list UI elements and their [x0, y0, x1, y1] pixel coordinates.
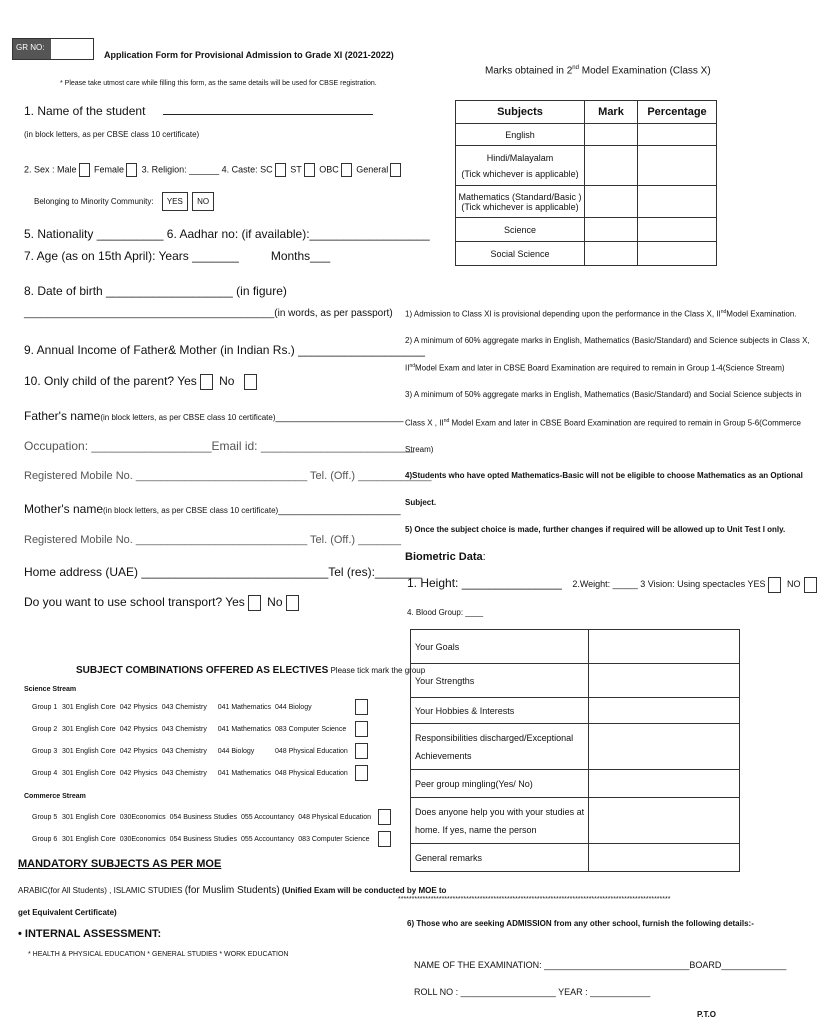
biometric-row-1: 1. Height: _______________ 2.Weight: _____ 3 Vision: Using spectacles YES NO	[407, 576, 820, 593]
rule-3-line1: 3) A minimum of 50% aggregate marks in English, Mathematics (Basic/Standard) and Social Science subjects in	[405, 390, 802, 399]
mother-name-row: Mother's name(in block letters, as per CBSE class 10 certificate)______________________	[24, 502, 401, 516]
group-2-checkbox[interactable]	[355, 721, 368, 737]
remarks-input[interactable]	[589, 844, 740, 872]
female-checkbox[interactable]	[126, 163, 137, 177]
age-row: 7. Age (as on 15th April): Years _______ Months___	[24, 249, 331, 263]
percentage-cell[interactable]	[638, 242, 717, 266]
rule-3-line3: Stream)	[405, 445, 434, 454]
marks-header-percentage: Percentage	[638, 101, 717, 124]
rule-1: 1) Admission to Class XI is provisional depending upon the performance in the Class X, IIndModel Examination.	[405, 309, 797, 319]
mother-mobile-row: Registered Mobile No. ____________________________ Tel. (Off.) _______	[24, 534, 401, 546]
transport-row: Do you want to use school transport? Yes No	[24, 595, 302, 611]
group-row: Group 6 301 English Core 030Economics 054 Business Studies 055 Accountancy 083 Computer Science	[32, 828, 398, 850]
gr-no-box	[12, 38, 94, 60]
group-row: Group 5 301 English Core 030Economics 054 Business Studies 055 Accountancy 048 Physical Education	[32, 806, 398, 828]
obc-checkbox[interactable]	[341, 163, 352, 177]
student-name-input[interactable]	[163, 104, 373, 115]
goals-label: Your Goals	[411, 630, 589, 664]
responsibilities-label: Responsibilities discharged/Exceptional Achievements	[411, 724, 589, 770]
student-name-label: 1. Name of the student	[24, 104, 373, 118]
marks-header-mark: Mark	[585, 101, 638, 124]
form-note: * Please take utmost care while filling this form, as the same details will be used for CBSE registration.	[60, 80, 377, 87]
group-3-checkbox[interactable]	[355, 743, 368, 759]
transport-no-checkbox[interactable]	[286, 595, 299, 611]
student-name-hint: (in block letters, as per CBSE class 10 certificate)	[24, 130, 200, 139]
rule-2-line1: 2) A minimum of 60% aggregate marks in English, Mathematics (Basic/Standard) and Science subjects in Class X,	[405, 336, 810, 345]
rule-3-line2: Class X , IInd Model Exam and later in CBSE Board Examination are required to remain in Group 5-6(Commerce	[405, 418, 801, 428]
group-row: Group 2 301 English Core 042 Physics 043 Chemistry 041 Mathematics 083 Computer Science	[32, 718, 375, 740]
group-4-checkbox[interactable]	[355, 765, 368, 781]
father-name-row: Father's name(in block letters, as per CBSE class 10 certificate)_______________________	[24, 409, 404, 423]
only-child-row: 10. Only child of the parent? Yes No	[24, 374, 260, 390]
commerce-stream-label: Commerce Stream	[24, 793, 86, 800]
electives-title: SUBJECT COMBINATIONS OFFERED AS ELECTIVES Please tick mark the group	[76, 665, 426, 676]
peer-group-label: Peer group mingling(Yes/ No)	[411, 770, 589, 798]
minority-yes[interactable]: YES	[162, 192, 188, 211]
father-mobile-row: Registered Mobile No. ____________________________ Tel. (Off.) ____________	[24, 470, 432, 482]
commerce-groups-table	[32, 806, 398, 850]
responsibilities-input[interactable]	[589, 724, 740, 770]
group-row: Group 1 301 English Core 042 Physics 043 Chemistry 041 Mathematics 044 Biology	[32, 696, 375, 718]
gr-no-label: GR NO:	[13, 39, 51, 59]
mandatory-line1: ARABIC(for All Students) , ISLAMIC STUDIES (for Muslim Students) (Unified Exam will be conducted by MOE to	[18, 885, 447, 896]
science-groups-table	[32, 696, 375, 784]
blood-group-row: 4. Blood Group: ____	[407, 608, 484, 617]
strengths-input[interactable]	[589, 664, 740, 698]
hobbies-label: Your Hobbies & Interests	[411, 698, 589, 724]
mark-cell[interactable]	[585, 218, 638, 242]
marks-row-english: English	[456, 124, 585, 146]
st-checkbox[interactable]	[304, 163, 315, 177]
percentage-cell[interactable]	[638, 146, 717, 186]
study-help-input[interactable]	[589, 798, 740, 844]
marks-table	[455, 100, 717, 266]
internal-items: * HEALTH & PHYSICAL EDUCATION * GENERAL STUDIES * WORK EDUCATION	[28, 951, 289, 958]
group-6-checkbox[interactable]	[378, 831, 391, 847]
pto: P.T.O	[697, 1010, 716, 1019]
nationality-aadhar-row: 5. Nationality __________ 6. Aadhar no: (if available):__________________	[24, 227, 430, 241]
mark-cell[interactable]	[585, 242, 638, 266]
income-row: 9. Annual Income of Father& Mother (in Indian Rs.) ___________________	[24, 343, 425, 357]
father-occupation-row: Occupation: __________________Email id: _______________________	[24, 439, 415, 453]
dob-words-row: _____________________________________________(in words, as per passport)	[24, 308, 393, 319]
biometric-title: Biometric Data:	[405, 551, 486, 563]
general-checkbox[interactable]	[390, 163, 401, 177]
mark-cell[interactable]	[585, 124, 638, 146]
marks-row-hindi: Hindi/Malayalam (Tick whichever is applicable)	[456, 146, 585, 186]
profile-table	[410, 629, 740, 872]
mandatory-line2: get Equivalent Certificate)	[18, 908, 117, 917]
minority-no[interactable]: NO	[192, 192, 214, 211]
marks-title: Marks obtained in 2nd Model Examination (Class X)	[485, 65, 711, 77]
form-title: Application Form for Provisional Admission to Grade XI (2021-2022)	[104, 50, 394, 60]
spectacles-yes-checkbox[interactable]	[768, 577, 781, 593]
rule-4-line2: Subject.	[405, 498, 437, 507]
percentage-cell[interactable]	[638, 124, 717, 146]
group-row: Group 4 301 English Core 042 Physics 043 Chemistry 041 Mathematics 048 Physical Education	[32, 762, 375, 784]
marks-row-science: Science	[456, 218, 585, 242]
remarks-label: General remarks	[411, 844, 589, 872]
mark-cell[interactable]	[585, 186, 638, 218]
group-5-checkbox[interactable]	[378, 809, 391, 825]
transport-yes-checkbox[interactable]	[248, 595, 261, 611]
strengths-label: Your Strengths	[411, 664, 589, 698]
rule-4-line1: 4)Students who have opted Mathematics-Basic will not be eligible to choose Mathematics as an Optional	[405, 471, 803, 480]
group-1-checkbox[interactable]	[355, 699, 368, 715]
science-stream-label: Science Stream	[24, 686, 77, 693]
prev-school-exam: NAME OF THE EXAMINATION: _____________________________BOARD_____________	[414, 960, 787, 970]
percentage-cell[interactable]	[638, 186, 717, 218]
group-row: Group 3 301 English Core 042 Physics 043 Chemistry 044 Biology 048 Physical Education	[32, 740, 375, 762]
prev-school-title: 6) Those who are seeking ADMISSION from any other school, furnish the following details:-	[407, 919, 754, 928]
rule-2-line2: IIndModel Exam and later in CBSE Board Examination are required to remain in Group 1-4(Science Stream)	[405, 363, 785, 373]
study-help-label: Does anyone help you with your studies at home. If yes, name the person	[411, 798, 589, 844]
gr-no-input[interactable]	[51, 39, 93, 59]
percentage-cell[interactable]	[638, 218, 717, 242]
marks-row-maths: Mathematics (Standard/Basic ) (Tick whichever is applicable)	[456, 186, 585, 218]
stars-divider: ****************************************************************************************************	[398, 896, 671, 903]
hobbies-input[interactable]	[589, 698, 740, 724]
prev-school-roll: ROLL NO : ___________________ YEAR : ____________	[414, 987, 651, 997]
only-child-no-checkbox[interactable]	[244, 374, 257, 390]
address-row: Home address (UAE) ____________________________Tel (res):_______	[24, 565, 422, 579]
sc-checkbox[interactable]	[275, 163, 286, 177]
mandatory-title: MANDATORY SUBJECTS AS PER MOE	[18, 858, 222, 870]
internal-title: • INTERNAL ASSESSMENT:	[18, 928, 162, 940]
male-checkbox[interactable]	[79, 163, 90, 177]
sex-religion-caste-row: 2. Sex : Male Female 3. Religion: ______ 4. Caste: SC ST OBC General	[24, 163, 403, 177]
peer-group-input[interactable]	[589, 770, 740, 798]
minority-row: Belonging to Minority Community: YES NO	[34, 192, 214, 211]
marks-header-subjects: Subjects	[456, 101, 585, 124]
dob-row: 8. Date of birth ___________________ (in figure)	[24, 284, 287, 298]
mark-cell[interactable]	[585, 146, 638, 186]
marks-row-social-science: Social Science	[456, 242, 585, 266]
rule-5: 5) Once the subject choice is made, further changes if required will be allowed up to Unit Test I only.	[405, 525, 786, 534]
spectacles-no-checkbox[interactable]	[804, 577, 817, 593]
goals-input[interactable]	[589, 630, 740, 664]
only-child-yes-checkbox[interactable]	[200, 374, 213, 390]
